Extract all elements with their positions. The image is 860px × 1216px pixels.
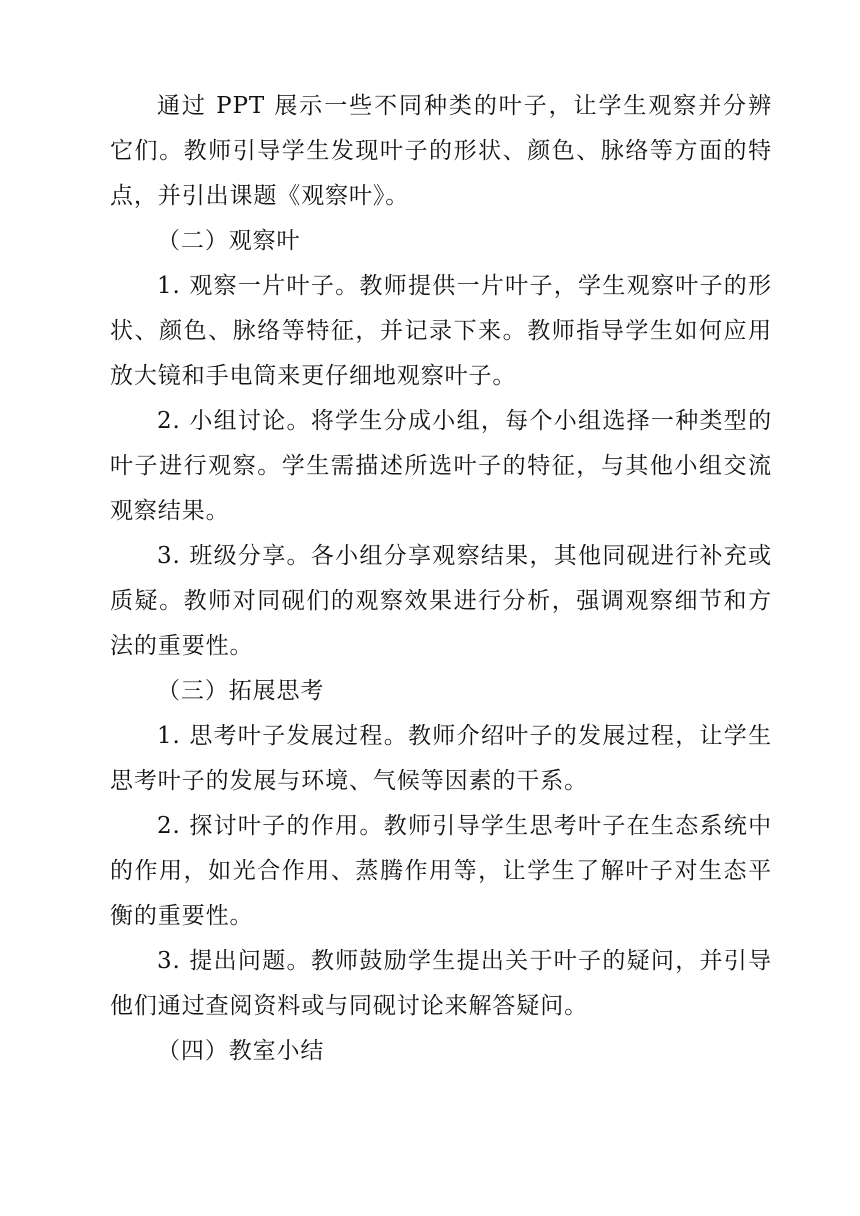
intro-paragraph: 通过 PPT 展示一些不同种类的叶子，让学生观察并分辨它们。教师引导学生发现叶子的形状、颜色、脉络等方面的特点，并引出课题《观察叶》。 bbox=[110, 93, 772, 209]
thinking-step-1-paragraph: 1. 思考叶子发展过程。教师介绍叶子的发展过程，让学生思考叶子的发展与环境、气候等因素的干系。 bbox=[110, 723, 772, 794]
thinking-step-3-paragraph: 3. 提出问题。教师鼓励学生提出关于叶子的疑问，并引导他们通过查阅资料或与同砚讨论来解答疑问。 bbox=[110, 948, 772, 1019]
document-body bbox=[110, 84, 772, 1074]
thinking-step-2-paragraph: 2. 探讨叶子的作用。教师引导学生思考叶子在生态系统中的作用，如光合作用、蒸腾作用等，让学生了解叶子对生态平衡的重要性。 bbox=[110, 813, 772, 929]
observe-step-2-paragraph: 2. 小组讨论。将学生分成小组，每个小组选择一种类型的叶子进行观察。学生需描述所选叶子的特征，与其他小组交流观察结果。 bbox=[110, 408, 772, 524]
observe-step-3-paragraph: 3. 班级分享。各小组分享观察结果，其他同砚进行补充或质疑。教师对同砚们的观察效果进行分析，强调观察细节和方法的重要性。 bbox=[110, 543, 772, 659]
section-heading-extended-thinking: （三）拓展思考 bbox=[157, 678, 325, 704]
section-heading-summary: （四）教室小结 bbox=[157, 1038, 325, 1064]
section-heading-observe-leaf: （二）观察叶 bbox=[157, 228, 301, 254]
observe-step-1-paragraph: 1. 观察一片叶子。教师提供一片叶子，学生观察叶子的形状、颜色、脉络等特征，并记录下来。教师指导学生如何应用放大镜和手电筒来更仔细地观察叶子。 bbox=[110, 273, 772, 389]
